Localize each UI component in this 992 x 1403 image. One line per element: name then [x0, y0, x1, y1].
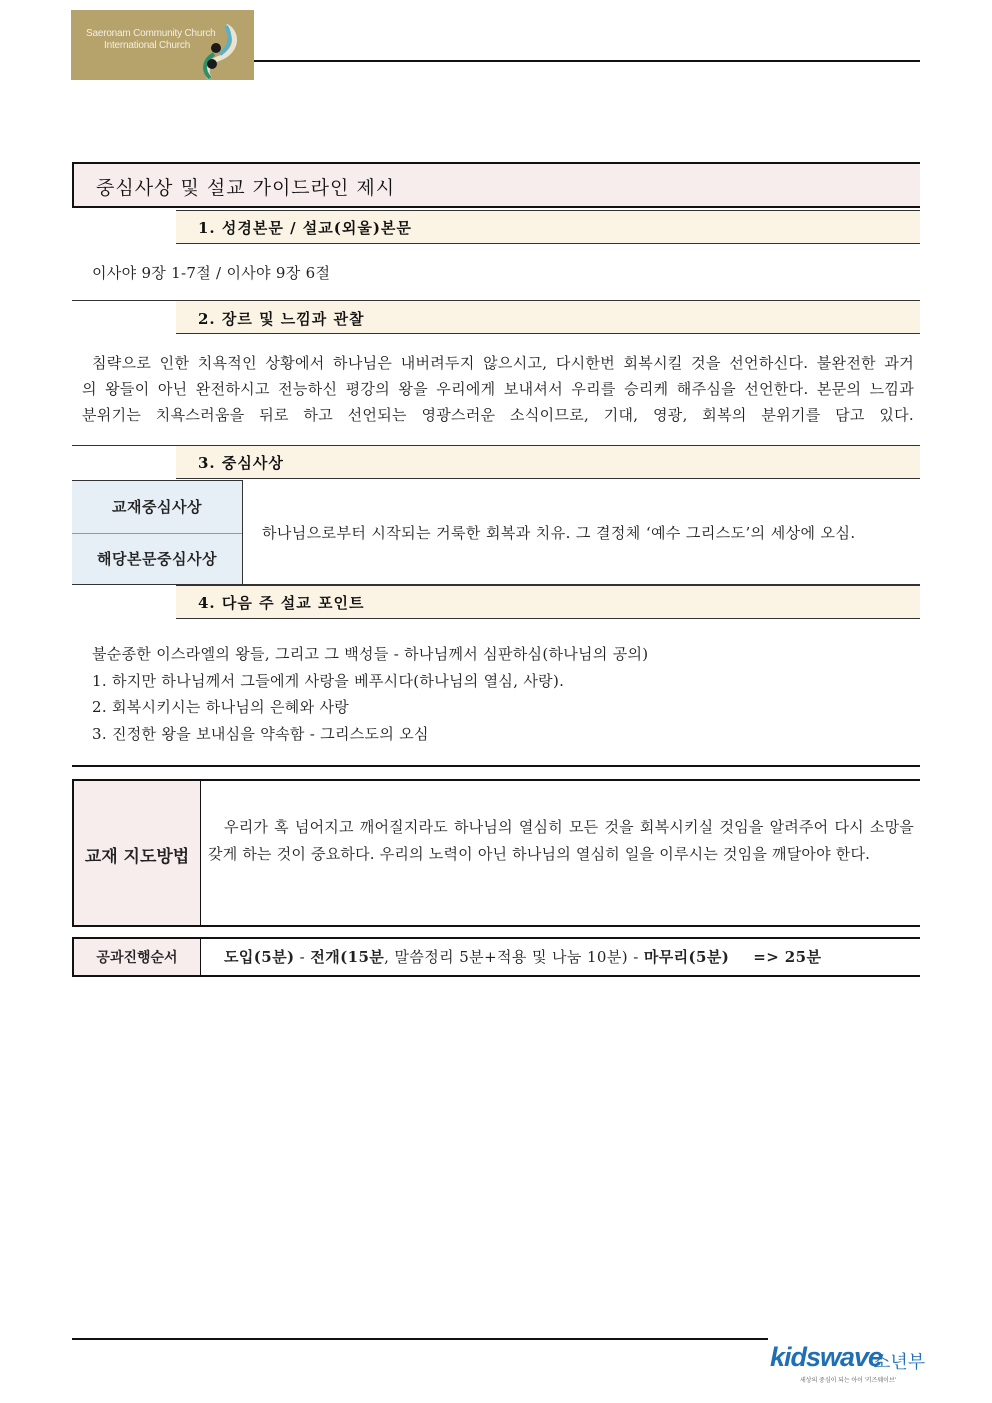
sequence-text — [224, 946, 821, 967]
church-name-line2: International Church — [104, 40, 191, 51]
part1-divider — [72, 300, 176, 301]
guide-text-body: 우리가 혹 넘어지고 깨어질지라도 하나님의 열심히 모든 것을 회복시키실 것임을 알려주어 다시 소망을 갖게 하는 것이 중요하다. 우리의 노력이 아닌 하나님의 열심히 일을 이루시는 것임을 깨달아야 한다. — [208, 818, 914, 863]
part4-heading: 4. 다음 주 설교 포인트 — [198, 594, 365, 612]
part2-line: 침략으로 인한 치욕적인 상황에서 하나님은 내버려두지 않으시고, 다시한번 회복시킬 것을 선언하신다. 불완전한 과거 — [92, 354, 914, 372]
textbook-theme-label: 교재중심사상 — [112, 498, 202, 516]
sermon-point: 불순종한 이스라엘의 왕들, 그리고 그 백성들 - 하나님께서 심판하심(하나님의 공의) — [92, 645, 649, 663]
part1-text: 이사야 9장 1-7절 / 이사야 9장 6절 — [92, 264, 331, 282]
sermon-point: 2. 회복시키시는 하나님의 은혜와 사랑 — [92, 698, 350, 716]
part2-paragraph — [82, 350, 914, 428]
sequence-label: 공과진행순서 — [96, 950, 178, 966]
footer-rule — [72, 1338, 768, 1340]
guide-divider — [200, 781, 201, 925]
church-emblem-icon — [196, 24, 242, 80]
kidswave-logo: kidswave — [770, 1342, 883, 1372]
sequence-divider — [200, 939, 201, 975]
kidswave-tagline: 세상의 중심이 되는 아이 '키즈웨이브' — [800, 1378, 896, 1384]
seq-sep: - — [628, 948, 644, 966]
part3-heading: 3. 중심사상 — [198, 454, 284, 472]
guide-label: 교재 지도방법 — [84, 847, 190, 867]
sermon-point: 1. 하지만 하나님께서 그들에게 사랑을 베푸시다(하나님의 열심, 사랑). — [92, 672, 565, 690]
church-name-line1: Saeronam Community Church — [86, 28, 216, 39]
seq-development: 전개(15분 — [310, 948, 385, 966]
header-rule — [254, 60, 920, 62]
part2-line: 의 왕들이 아닌 완전하시고 전능하신 평강의 왕을 우리에게 보내셔서 우리를 승리케 해주심을 선언한다. 본문의 느낌과 — [82, 380, 914, 398]
guide-top-rule — [72, 765, 920, 767]
guide-text — [208, 814, 914, 868]
part3-heading-bar — [176, 445, 920, 479]
passage-theme-label: 해당본문중심사상 — [97, 550, 217, 568]
seq-closing: 마무리(5분) — [643, 948, 730, 966]
central-theme-text: 하나님으로부터 시작되는 거룩한 회복과 치유. 그 결정체 ‘예수 그리스도’의 세상에 오심. — [262, 524, 856, 542]
part2-heading: 2. 장르 및 느낌과 관찰 — [198, 310, 365, 328]
seq-sep: - — [294, 948, 311, 966]
part2-divider — [72, 445, 176, 446]
table-divider — [242, 480, 243, 584]
part2-line: 분위기는 치욕스러움을 뒤로 하고 선언되는 영광스러운 소식이므로, 기대, 영광, 회복의 분위기를 담고 있다. — [82, 406, 914, 424]
part1-heading: 1. 성경본문 / 설교(외울)본문 — [198, 219, 412, 237]
section-title: 중심사상 및 설교 가이드라인 제시 — [96, 177, 396, 199]
seq-development-detail: , 말씀정리 5분+적용 및 나눔 10분) — [384, 948, 629, 966]
seq-intro: 도입(5분) — [224, 948, 295, 966]
sermon-point: 3. 진정한 왕을 보내심을 약속함 - 그리스도의 오심 — [92, 725, 429, 743]
kidswave-dept: 소년부 — [873, 1352, 926, 1372]
seq-total: => 25분 — [753, 948, 822, 966]
